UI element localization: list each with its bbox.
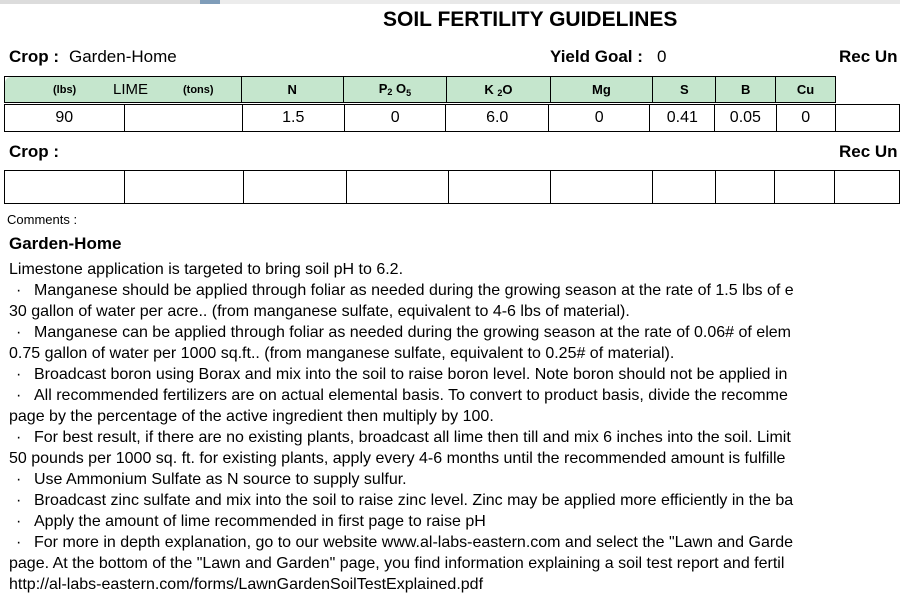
- comment-line: [9, 322, 794, 343]
- bullet-icon: ·: [16, 387, 22, 404]
- bullet-icon: ·: [16, 471, 22, 488]
- empty-cell: [550, 171, 652, 204]
- comment-line: [9, 385, 794, 406]
- nutrient-values-table-1: [4, 104, 900, 132]
- n-value: 1.5: [242, 105, 345, 132]
- k2o-value: 6.0: [446, 105, 549, 132]
- yield-goal-label: Yield Goal :: [550, 47, 643, 66]
- bullet-icon: ·: [16, 492, 22, 509]
- comment-line-text: 0.75 gallon of water per 1000 sq.ft.. (from manganese sulfate, equivalent to 0.25# of material).: [9, 345, 675, 362]
- p-symbol: P: [378, 81, 388, 96]
- comment-line: [9, 280, 794, 301]
- empty-cell: [124, 171, 244, 204]
- crop-value: Garden-Home: [69, 47, 177, 66]
- lime-lbs-value: 90: [5, 105, 125, 132]
- lime-header: [5, 77, 242, 103]
- p2o5-header: [343, 77, 447, 103]
- bullet-icon: ·: [16, 513, 22, 530]
- lime-tons-value: [124, 105, 242, 132]
- o-symbol: O: [502, 81, 513, 97]
- empty-cell: [244, 171, 346, 204]
- empty-cell: [448, 171, 550, 204]
- lime-tons-unit: (tons): [183, 84, 214, 96]
- nutrient-header-table: [4, 76, 900, 103]
- page-title: SOIL FERTILITY GUIDELINES: [383, 8, 678, 31]
- window-top-strip: [0, 0, 900, 4]
- comments-label: Comments :: [7, 212, 78, 227]
- comment-line: [9, 532, 794, 553]
- empty-cell: [652, 171, 715, 204]
- comment-line: [9, 259, 794, 280]
- comment-line: [9, 427, 794, 448]
- cu-value: 0: [776, 105, 835, 132]
- comment-line: [9, 511, 794, 532]
- rec-units-label-2: Rec Un: [839, 142, 898, 161]
- toolbar-segment: [220, 0, 450, 4]
- extra-value: [835, 105, 899, 132]
- empty-cell: [834, 171, 899, 204]
- comment-line-text: Apply the amount of lime recommended in first page to raise pH: [34, 513, 486, 530]
- comment-line-text: Broadcast boron using Borax and mix into the soil to raise boron level. Note boron should not be applied in: [34, 366, 788, 383]
- comment-line-text: Limestone application is targeted to bring soil pH to 6.2.: [9, 261, 404, 278]
- comment-line-text: page by the percentage of the active ingredient then multiply by 100.: [9, 408, 494, 425]
- nutrient-values-table-2: [4, 170, 900, 204]
- lime-label: LIME: [113, 81, 149, 98]
- empty-cell: [346, 171, 448, 204]
- comment-line: [9, 553, 794, 574]
- comment-line: [9, 448, 794, 469]
- comment-line: [9, 406, 794, 427]
- comment-line-text: All recommended fertilizers are on actual elemental basis. To convert to product basis, divide the recomme: [34, 387, 788, 404]
- comment-line-text: Manganese can be applied through foliar as needed during the growing season at the rate of 0.06# of elem: [34, 324, 791, 341]
- comment-line: [9, 574, 794, 595]
- comment-line-text: Broadcast zinc sulfate and mix into the soil to raise zinc level. Zinc may be applied more efficiently in the ba: [34, 492, 794, 509]
- n-header: N: [241, 77, 343, 103]
- toolbar-segment: [0, 0, 200, 4]
- b-header: B: [716, 77, 776, 103]
- toolbar-highlight: [200, 0, 220, 4]
- comment-line-text: http://al-labs-eastern.com/forms/LawnGardenSoilTestExplained.pdf: [9, 576, 484, 593]
- comment-text: [9, 259, 794, 595]
- comment-line-text: Manganese should be applied through foliar as needed during the growing season at the rate of 1.5 lbs of e: [34, 282, 794, 299]
- comment-line-text: For more in depth explanation, go to our website www.al-labs-eastern.com and select the "Lawn and Garde: [34, 534, 793, 551]
- k-symbol: K: [484, 81, 494, 97]
- cu-header: Cu: [775, 77, 835, 103]
- o-symbol: O: [396, 81, 407, 96]
- crop-label-2: Crop :: [9, 142, 60, 161]
- empty-cell: [716, 171, 775, 204]
- comment-line: [9, 490, 794, 511]
- bullet-icon: ·: [16, 366, 22, 383]
- mg-header: Mg: [550, 77, 653, 103]
- o-subscript: 5: [406, 88, 412, 98]
- k2o-header: [447, 77, 550, 103]
- comment-line: [9, 343, 794, 364]
- comment-line: [9, 301, 794, 322]
- yield-goal-value: 0: [657, 47, 667, 66]
- lime-lbs-unit: (lbs): [53, 84, 77, 96]
- bullet-icon: ·: [16, 324, 22, 341]
- b-value: 0.05: [715, 105, 776, 132]
- comment-line-text: 30 gallon of water per acre.. (from manganese sulfate, equivalent to 4-6 lbs of material).: [9, 303, 630, 320]
- bullet-icon: ·: [16, 534, 22, 551]
- s-header: S: [653, 77, 716, 103]
- comment-line: [9, 364, 794, 385]
- s-value: 0.41: [650, 105, 715, 132]
- empty-cell: [775, 171, 834, 204]
- comment-line-text: 50 pounds per 1000 sq. ft. for existing plants, apply every 4-6 months until the recommended amount is fulfille: [9, 450, 786, 467]
- p-subscript: 2: [387, 87, 393, 97]
- rec-units-label: Rec Un: [839, 47, 898, 66]
- empty-cell: [5, 171, 125, 204]
- bullet-icon: ·: [16, 429, 22, 446]
- mg-value: 0: [548, 105, 649, 132]
- comment-line-text: page. At the bottom of the "Lawn and Garden" page, you find information explaining a soil test report and fertil: [9, 555, 785, 572]
- comment-line-text: For best result, if there are no existing plants, broadcast all lime then till and mix 6 inches into the soil. Limit: [34, 429, 791, 446]
- bullet-icon: ·: [16, 282, 22, 299]
- comment-crop-name: Garden-Home: [9, 234, 122, 253]
- k-subscript: 2: [497, 87, 503, 98]
- p2o5-value: 0: [345, 105, 446, 132]
- comment-line-text: Use Ammonium Sulfate as N source to supply sulfur.: [34, 471, 407, 488]
- crop-label: Crop :: [9, 47, 60, 66]
- comment-line: [9, 469, 794, 490]
